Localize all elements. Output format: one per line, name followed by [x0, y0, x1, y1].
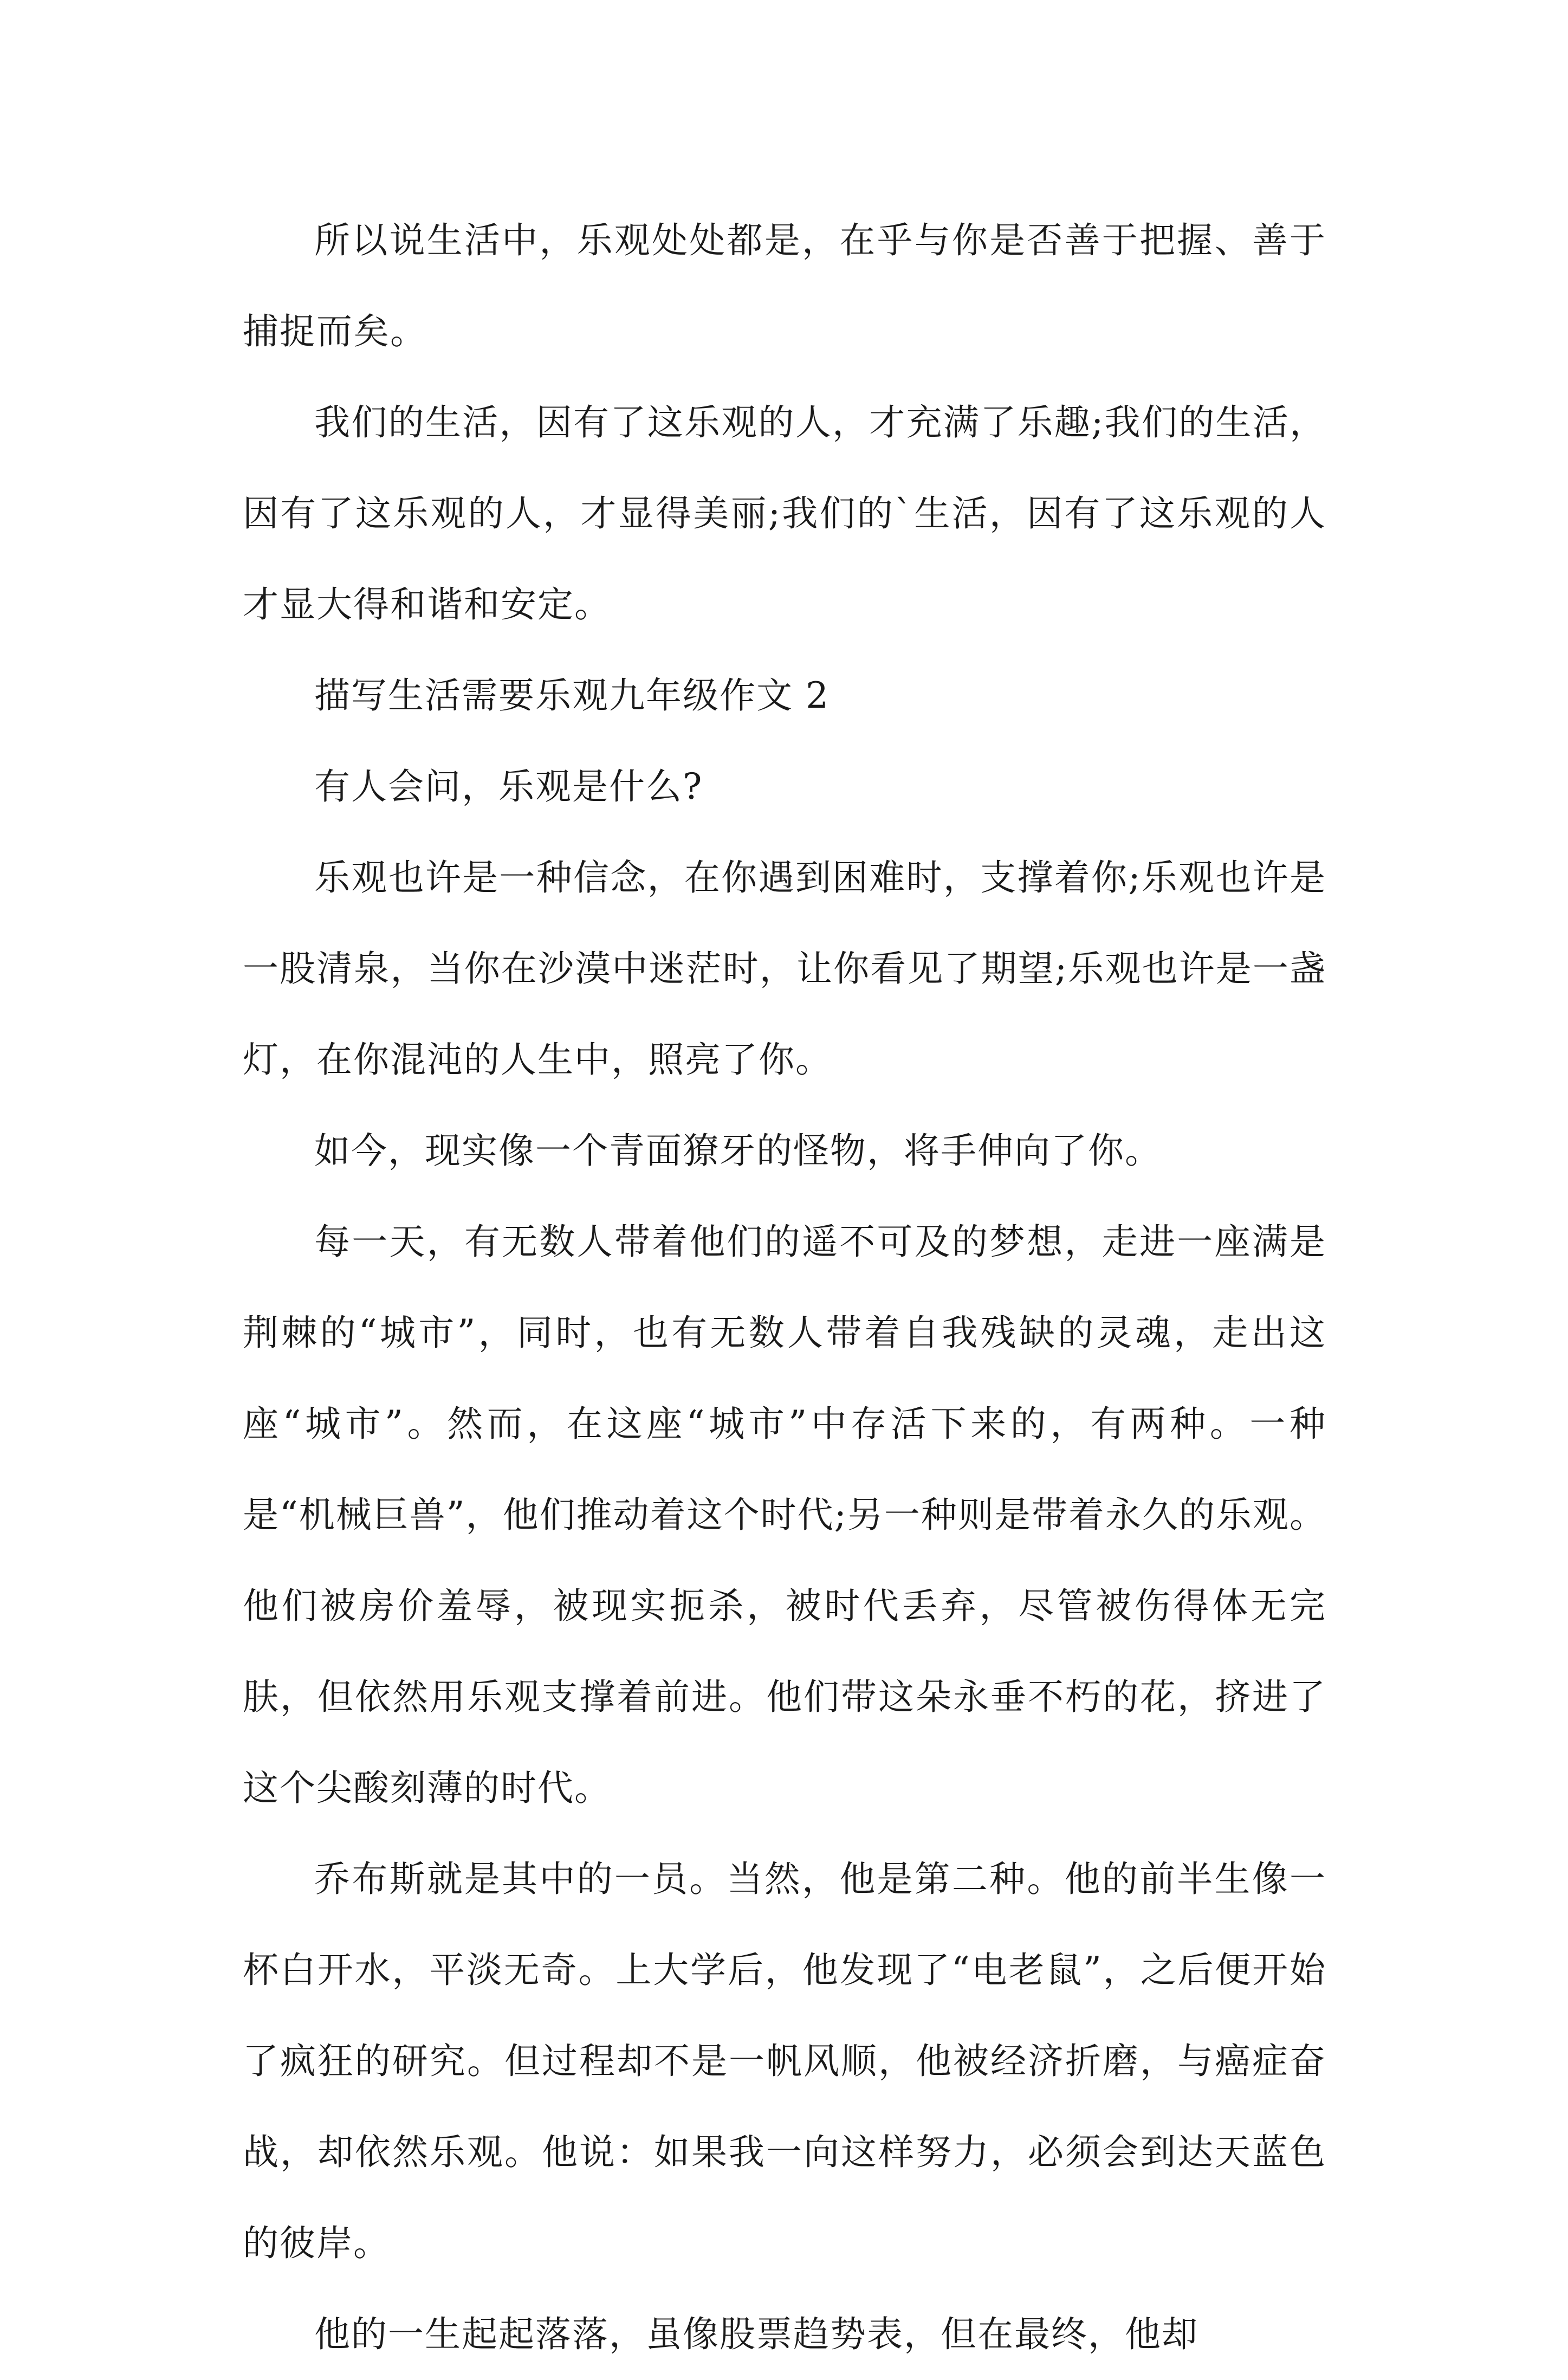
paragraph: 所以说生活中，乐观处处都是，在乎与你是否善于把握、善于捕捉而矣。 — [243, 219, 1326, 352]
document-body — [243, 195, 1326, 2380]
paragraph: 乔布斯就是其中的一员。当然，他是第二种。他的前半生像一杯白开水，平淡无奇。上大学后，他发现了“电老鼠”，之后便开始了疯狂的研究。但过程却不是一帆风顺，他被经济折磨，与癌症奋战，却依然乐观。他说：如果我一向这样努力，必须会到达天蓝色的彼岸。 — [243, 1858, 1326, 2264]
paragraph: 每一天，有无数人带着他们的遥不可及的梦想，走进一座满是荆棘的“城市”，同时，也有无数人带着自我残缺的灵魂，走出这座“城市”。然而，在这座“城市”中存活下来的，有两种。一种是“机械巨兽”，他们推动着这个时代;另一种则是带着永久的乐观。他们被房价羞辱，被现实扼杀，被时代丢弃，尽管被伤得体无完肤，但依然用乐观支撑着前进。他们带这朵永垂不朽的花，挤进了这个尖酸刻薄的时代。 — [243, 1221, 1326, 1809]
paragraph: 乐观也许是一种信念，在你遇到困难时，支撑着你;乐观也许是一股清泉，当你在沙漠中迷茫时，让你看见了期望;乐观也许是一盏灯，在你混沌的人生中，照亮了你。 — [243, 857, 1326, 1081]
paragraph: 我们的生活，因有了这乐观的人，才充满了乐趣;我们的生活，因有了这乐观的人，才显得美丽;我们的`生活，因有了这乐观的人才显大得和谐和安定。 — [243, 402, 1326, 625]
paragraph: 他的一生起起落落，虽像股票趋势表，但在最终，他却 — [314, 2313, 1198, 2355]
paragraph: 有人会问，乐观是什么? — [314, 766, 703, 807]
paragraph: 如今，现实像一个青面獠牙的怪物，将手伸向了你。 — [314, 1130, 1162, 1172]
section-heading: 描写生活需要乐观九年级作文 2 — [314, 675, 830, 716]
